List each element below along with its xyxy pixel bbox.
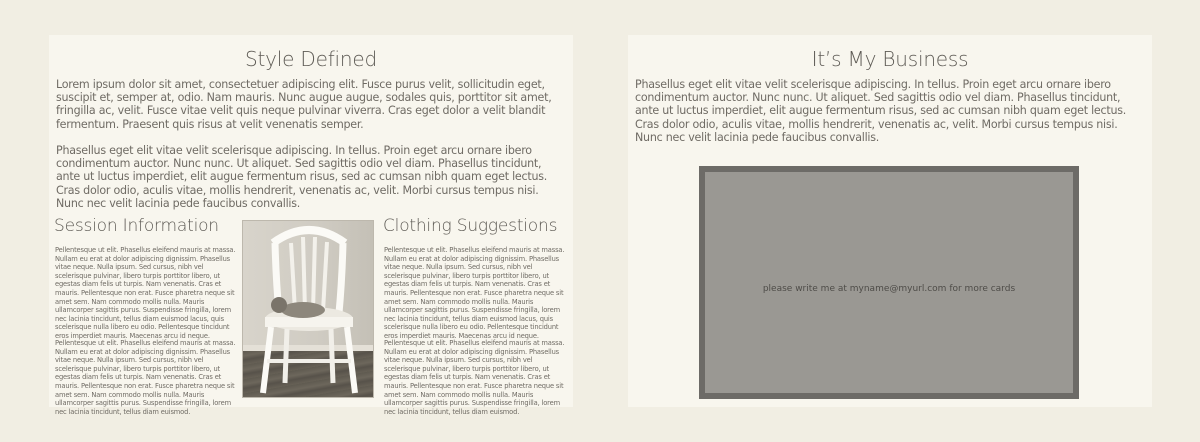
its-my-business-title: It’s My Business bbox=[811, 47, 969, 71]
business-paragraph: Phasellus eget elit vitae velit scelerisque adipiscing. In tellus. Proin eget arcu ornare ibero condimentum auctor. Nunc nunc. Ut aliquet. Sed sagittis odio vel diam. Phasellus tincidunt, ante ut luctus imperdiet, elit augue fermentum risus, sed ac cumsan nibh quam eget lectus. Cras dolor odio, aculis vitae, mollis hendrerit, venenatis ac, velit. Morbi cursus tempus nisi. Nunc nec velit lacinia pede faucibus convallis. bbox=[635, 78, 1127, 144]
second-paragraph: Phasellus eget elit vitae velit scelerisque adipiscing. In tellus. Proin eget arcu ornare ibero condimentum auctor. Nunc nunc. Ut aliquet. Sed sagittis odio vel diam. Phasellus tincidunt, ante ut luctus imperdiet, elit augue fermentum risus, sed ac cumsan nibh quam eget lectus. Cras dolor odio, aculis vitae, mollis hendrerit, venenatis ac, velit. Morbi cursus tempus nisi. Nunc nec velit lacinia pede faucibus convallis. bbox=[56, 144, 548, 210]
white-chair-illustration bbox=[243, 221, 374, 398]
clothing-suggestions-heading: Clothing Suggestions bbox=[383, 216, 558, 236]
intro-paragraph: Lorem ipsum dolor sit amet, consectetuer adipiscing elit. Fusce purus velit, sollicitudin eget, suscipit et, semper at, odio. Nam mauris. Nunc augue augue, sodales quis, porttitor sit amet, fringilla ac, velit. Fusce vitae velit quis neque pulvinar viverra. Cras eget dolor a velit blandit fermentum. Praesent quis risus at velit venenatis semper. bbox=[56, 78, 552, 131]
its-my-business-panel bbox=[628, 35, 1152, 407]
placeholder-contact-text: please write me at myname@myurl.com for more cards bbox=[762, 284, 1016, 294]
session-paragraph-1: Pellentesque ut elit. Phasellus eleifend mauris at massa. Nullam eu erat at dolor adipiscing dignissim. Phasellus vitae neque. Nulla ipsum. Sed cursus, nibh vel scelerisque pulvinar, libero turpis porttitor libero, ut egestas diam felis ut turpis. Nam venenatis. Cras et mauris. Pellentesque non erat. Fusce pharetra neque sit amet sem. Nam commodo mollis nulla. Mauris ullamcorper sagittis purus. Suspendisse fringilla, lorem nec lacinia tincidunt, tellus diam euismod lacus, quis scelerisque nulla libero eu odio. Pellentesque tincidunt eros imperdiet mauris. Maecenas arcu id neque. bbox=[55, 246, 236, 340]
baby-on-chair-photo bbox=[242, 220, 374, 398]
card-placeholder bbox=[699, 166, 1079, 399]
style-defined-title: Style Defined bbox=[245, 47, 377, 71]
clothing-paragraph-1: Pellentesque ut elit. Phasellus eleifend mauris at massa. Nullam eu erat at dolor adipiscing dignissim. Phasellus vitae neque. Nulla ipsum. Sed cursus, nibh vel scelerisque pulvinar, libero turpis porttitor libero, ut egestas diam felis ut turpis. Nam venenatis. Cras et mauris. Pellentesque non erat. Fusce pharetra neque sit amet sem. Nam commodo mollis nulla. Mauris ullamcorper sagittis purus. Suspendisse fringilla, lorem nec lacinia tincidunt, tellus diam euismod lacus, quis scelerisque nulla libero eu odio. Pellentesque tincidunt eros imperdiet mauris. Maecenas arcu id neque. bbox=[384, 246, 565, 340]
style-defined-panel bbox=[49, 35, 573, 416]
session-information-heading: Session Information bbox=[54, 216, 219, 236]
session-paragraph-2: Pellentesque ut elit. Phasellus eleifend mauris at massa. Nullam eu erat at dolor adipiscing dignissim. Phasellus vitae neque. Nulla ipsum. Sed cursus, nibh vel scelerisque pulvinar, libero turpis porttitor libero, ut egestas diam felis ut turpis. Nam venenatis. Cras et mauris. Pellentesque non erat. Fusce pharetra neque sit amet sem. Nam commodo mollis nulla. Mauris ullamcorper sagittis purus. Suspendisse fringilla, lorem nec lacinia tincidunt, tellus diam euismod. bbox=[55, 339, 236, 416]
clothing-paragraph-2: Pellentesque ut elit. Phasellus eleifend mauris at massa. Nullam eu erat at dolor adipiscing dignissim. Phasellus vitae neque. Nulla ipsum. Sed cursus, nibh vel scelerisque pulvinar, libero turpis porttitor libero, ut egestas diam felis ut turpis. Nam venenatis. Cras et mauris. Pellentesque non erat. Fusce pharetra neque sit amet sem. Nam commodo mollis nulla. Mauris ullamcorper sagittis purus. Suspendisse fringilla, lorem nec lacinia tincidunt, tellus diam euismod. bbox=[384, 339, 565, 416]
